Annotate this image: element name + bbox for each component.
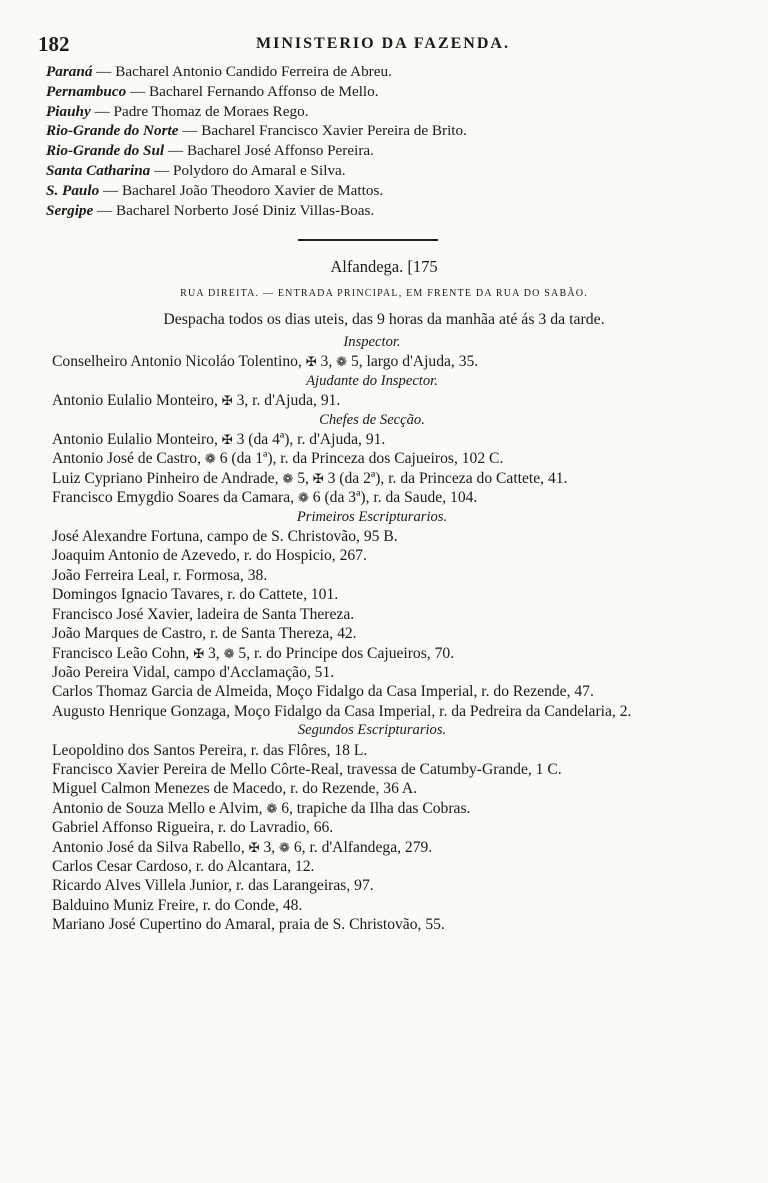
province-entry	[46, 161, 726, 181]
province-entry	[46, 141, 726, 161]
cross-order-icon: ✠	[305, 354, 317, 370]
entry-text: 3,	[204, 644, 224, 662]
province-text: — Bacharel José Affonso Pereira.	[164, 142, 374, 160]
province-entry	[46, 201, 726, 221]
rose-order-icon: ❁	[282, 470, 294, 486]
province-entry	[46, 121, 726, 141]
province-entry	[46, 181, 726, 201]
rose-order-icon: ❁	[297, 490, 309, 506]
entry-text: Antonio de Souza Mello e Alvim,	[52, 799, 267, 817]
section-heading-chefes: Chefes de Secção.	[319, 411, 425, 428]
province-text: — Bacharel Antonio Candido Ferreira de Abreu.	[92, 63, 392, 80]
cross-order-icon: ✠	[221, 432, 233, 448]
entry-text: 3, r. d'Ajuda, 91.	[232, 392, 341, 410]
entry-text: Antonio Eulalio Monteiro,	[52, 392, 222, 410]
list-item: Joaquim Antonio de Azevedo, r. do Hospicio, 267.	[52, 547, 367, 565]
province-name: Piauhy	[46, 102, 91, 120]
cross-order-icon: ✠	[312, 470, 324, 486]
province-entry	[46, 82, 726, 102]
entry-text: 3 (da 2ª), r. da Princeza do Cattete, 41.	[323, 469, 568, 487]
running-title: MINISTERIO DA FAZENDA.	[256, 35, 510, 52]
province-list	[46, 62, 726, 220]
section-heading-segundos: Segundos Escripturarios.	[297, 722, 447, 739]
list-item: Domingos Ignacio Tavares, r. do Cattete, 101.	[52, 586, 339, 604]
staff-directory	[52, 333, 692, 935]
list-item: Augusto Henrique Gonzaga, Moço Fidalgo da Casa Imperial, r. da Pedreira da Candelaria, 2.	[52, 702, 632, 720]
entry-text: 3,	[316, 353, 337, 371]
entry-text: 3,	[259, 838, 280, 856]
section-divider	[298, 239, 438, 241]
cross-order-icon: ✠	[193, 645, 205, 661]
rose-order-icon: ❁	[204, 451, 216, 467]
list-item: João Ferreira Leal, r. Formosa, 38.	[52, 566, 268, 584]
list-item	[52, 799, 692, 818]
province-name: S. Paulo	[46, 181, 100, 199]
section-heading-ajudante: Ajudante do Inspector.	[306, 372, 438, 389]
entry-text: 6, r. d'Alfandega, 279.	[289, 838, 433, 856]
province-name: Pernambuco	[46, 82, 127, 100]
list-item	[52, 488, 692, 507]
province-name: Rio-Grande do Sul	[46, 142, 165, 160]
entry-text: 5,	[293, 469, 313, 487]
entry-text: Antonio José de Castro,	[52, 450, 205, 468]
list-item: José Alexandre Fortuna, campo de S. Christovão, 95 B.	[52, 528, 398, 546]
entry-text: 3 (da 4ª), r. d'Ajuda, 91.	[232, 431, 386, 449]
province-entry	[46, 62, 726, 82]
entry-text: Conselheiro Antonio Nicoláo Tolentino,	[52, 353, 306, 371]
entry-text: 5, largo d'Ajuda, 35.	[347, 353, 479, 371]
entry-text: 6 (da 3ª), r. da Saude, 104.	[308, 489, 478, 507]
rose-order-icon: ❁	[336, 354, 348, 370]
list-item: Balduino Muniz Freire, r. do Conde, 48.	[52, 896, 303, 914]
office-hours: Despacha todos os dias uteis, das 9 horas da manhãa até ás 3 da tarde.	[163, 311, 605, 328]
entry-text: Luiz Cypriano Pinheiro de Andrade,	[52, 469, 283, 487]
list-item	[52, 391, 692, 410]
office-address: RUA DIREITA. — ENTRADA PRINCIPAL, EM FRENTE DA RUA DO SABÃO.	[180, 288, 588, 299]
province-text: — Bacharel Francisco Xavier Pereira de Brito.	[178, 122, 467, 140]
entry-text: Antonio Eulalio Monteiro,	[52, 431, 222, 449]
list-item	[52, 644, 692, 663]
province-text: — Bacharel Norberto José Diniz Villas-Boas.	[93, 201, 375, 219]
cross-order-icon: ✠	[221, 393, 233, 409]
entry-text: 6, trapiche da Ilha das Cobras.	[277, 799, 471, 817]
list-item: Leopoldino dos Santos Pereira, r. das Flôres, 18 L.	[52, 741, 368, 759]
list-item	[52, 430, 692, 449]
cross-order-icon: ✠	[248, 839, 260, 855]
list-item	[52, 838, 692, 857]
office-title: Alfandega. [175	[330, 257, 438, 276]
list-item: Gabriel Affonso Rigueira, r. do Lavradio, 66.	[52, 819, 334, 837]
province-entry	[46, 102, 726, 122]
list-item: Francisco José Xavier, ladeira de Santa Thereza.	[52, 605, 355, 623]
section-heading-primeiros: Primeiros Escripturarios.	[296, 508, 448, 525]
list-item: João Pereira Vidal, campo d'Acclamação, 51.	[52, 663, 335, 681]
page-number: 182	[38, 32, 70, 56]
list-item: João Marques de Castro, r. de Santa Thereza, 42.	[52, 625, 357, 643]
list-item: Francisco Xavier Pereira de Mello Côrte-Real, travessa de Catumby-Grande, 1 C.	[52, 760, 562, 778]
list-item	[52, 352, 692, 371]
entry-text: Francisco Leão Cohn,	[52, 644, 194, 662]
province-text: — Padre Thomaz de Moraes Rego.	[90, 102, 309, 120]
province-name: Santa Catharina	[46, 161, 151, 179]
province-name: Sergipe	[46, 201, 94, 219]
rose-order-icon: ❁	[223, 645, 235, 661]
entry-text: 6 (da 1ª), r. da Princeza dos Cajueiros, 102 C.	[215, 450, 504, 468]
list-item	[52, 469, 692, 488]
entry-text: 5, r. do Principe dos Cajueiros, 70.	[234, 644, 455, 662]
list-item: Carlos Cesar Cardoso, r. do Alcantara, 12.	[52, 857, 315, 875]
entry-text: Antonio José da Silva Rabello,	[52, 838, 249, 856]
list-item: Mariano José Cupertino do Amaral, praia de S. Christovão, 55.	[52, 916, 445, 934]
list-item: Miguel Calmon Menezes de Macedo, r. do Rezende, 36 A.	[52, 780, 418, 798]
list-item	[52, 449, 692, 468]
section-heading-inspector: Inspector.	[343, 334, 401, 350]
province-text: — Polydoro do Amaral e Silva.	[150, 161, 346, 179]
rose-order-icon: ❁	[266, 800, 278, 816]
list-item: Carlos Thomaz Garcia de Almeida, Moço Fidalgo da Casa Imperial, r. do Rezende, 47.	[52, 683, 594, 701]
province-name: Paraná	[46, 63, 93, 80]
province-name: Rio-Grande do Norte	[46, 122, 179, 140]
province-text: — Bacharel Fernando Affonso de Mello.	[126, 82, 379, 100]
province-text: — Bacharel João Theodoro Xavier de Mattos.	[99, 181, 384, 199]
entry-text: Francisco Emygdio Soares da Camara,	[52, 489, 298, 507]
page-header	[38, 32, 728, 54]
rose-order-icon: ❁	[279, 839, 290, 855]
list-item: Ricardo Alves Villela Junior, r. das Larangeiras, 97.	[52, 877, 374, 895]
